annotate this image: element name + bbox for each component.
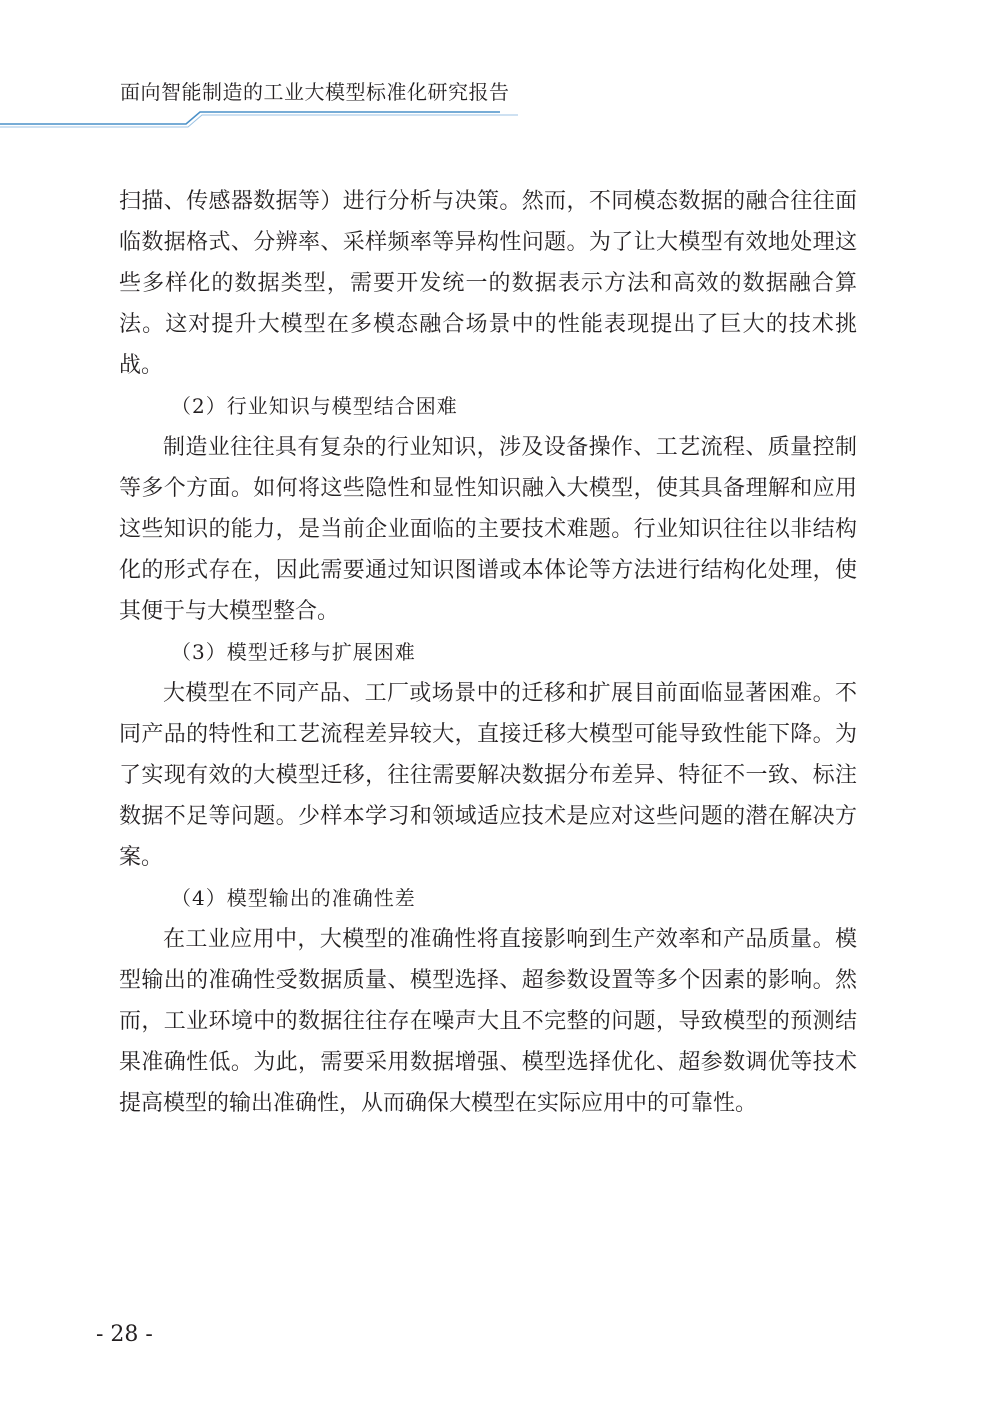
body-text <box>119 181 857 1124</box>
heading-output-accuracy: （4）模型输出的准确性差 <box>171 886 416 910</box>
heading-industry-knowledge: （2）行业知识与模型结合困难 <box>171 394 458 418</box>
paragraph-industry-knowledge: 制造业往往具有复杂的行业知识，涉及设备操作、工艺流程、质量控制等多个方面。如何将这些隐性和显性知识融入大模型，使其具备理解和应用这些知识的能力，是当前企业面临的主要技术难题。行业知识往往以非结构化的形式存在，因此需要通过知识图谱或本体论等方法进行结构化处理，使其便于与大模型整合。 <box>119 435 857 624</box>
page-number: - 28 - <box>96 1322 153 1347</box>
paragraph-model-transfer: 大模型在不同产品、工厂或场景中的迁移和扩展目前面临显著困难。不同产品的特性和工艺流程差异较大，直接迁移大模型可能导致性能下降。为了实现有效的大模型迁移，往往需要解决数据分布差异、特征不一致、标注数据不足等问题。少样本学习和领域适应技术是应对这些问题的潜在解决方案。 <box>119 681 857 870</box>
header-rule <box>0 104 520 128</box>
heading-model-transfer: （3）模型迁移与扩展困难 <box>171 640 416 664</box>
paragraph-output-accuracy: 在工业应用中，大模型的准确性将直接影响到生产效率和产品质量。模型输出的准确性受数据质量、模型选择、超参数设置等多个因素的影响。然而，工业环境中的数据往往存在噪声大且不完整的问题，导致模型的预测结果准确性低。为此，需要采用数据增强、模型选择优化、超参数调优等技术提高模型的输出准确性，从而确保大模型在实际应用中的可靠性。 <box>119 927 857 1116</box>
header-title: 面向智能制造的工业大模型标准化研究报告 <box>120 80 510 104</box>
paragraph-multimodal-continued: 扫描、传感器数据等）进行分析与决策。然而，不同模态数据的融合往往面临数据格式、分辨率、采样频率等异构性问题。为了让大模型有效地处理这些多样化的数据类型，需要开发统一的数据表示方法和高效的数据融合算法。这对提升大模型在多模态融合场景中的性能表现提出了巨大的技术挑战。 <box>119 189 857 378</box>
